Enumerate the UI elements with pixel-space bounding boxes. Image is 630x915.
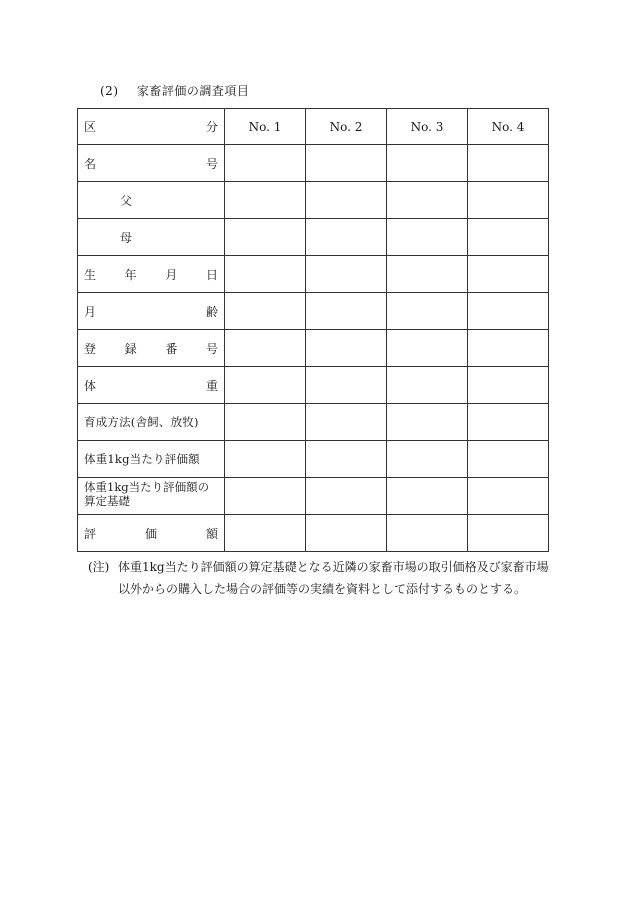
value-cell[interactable] (306, 330, 387, 367)
row-label-text: 体重1kg当たり評価額 (84, 452, 200, 466)
value-cell[interactable] (387, 478, 468, 515)
row-label-char: 号 (205, 156, 218, 171)
value-cell[interactable] (306, 145, 387, 182)
row-label-char: 番 (165, 341, 178, 356)
row-label-cell (78, 404, 225, 441)
row-label-cell (78, 330, 225, 367)
section-title: 家畜評価の調査項目 (136, 84, 250, 98)
row-label-char: 年 (124, 267, 137, 282)
value-cell[interactable] (387, 256, 468, 293)
value-cell[interactable] (468, 182, 549, 219)
value-cell[interactable] (225, 145, 306, 182)
value-cell[interactable] (306, 478, 387, 515)
value-cell[interactable] (468, 404, 549, 441)
value-cell[interactable] (468, 478, 549, 515)
value-cell[interactable] (468, 330, 549, 367)
value-cell[interactable] (387, 145, 468, 182)
value-cell[interactable] (468, 293, 549, 330)
value-cell[interactable] (387, 182, 468, 219)
value-cell[interactable] (306, 182, 387, 219)
header-label-char: 区 (84, 120, 97, 134)
row-label-cell (78, 145, 225, 182)
table-row-birthdate (78, 256, 549, 293)
value-cell[interactable] (306, 256, 387, 293)
footnote-body (118, 556, 558, 600)
value-cell[interactable] (468, 441, 549, 478)
row-label-cell (78, 182, 225, 219)
value-cell[interactable] (225, 330, 306, 367)
row-label-char: 号 (205, 341, 218, 356)
header-label-cell (78, 109, 225, 145)
value-cell[interactable] (225, 478, 306, 515)
value-cell[interactable] (468, 256, 549, 293)
column-header-no4: No. 4 (468, 109, 549, 145)
value-cell[interactable] (225, 404, 306, 441)
column-header-no1: No. 1 (225, 109, 306, 145)
row-label-char: 評 (84, 526, 97, 541)
row-label-cell (78, 515, 225, 552)
table-row-rearing (78, 404, 549, 441)
row-label-line: 体重1kg当たり評価額の (84, 480, 210, 494)
value-cell[interactable] (387, 404, 468, 441)
value-cell[interactable] (306, 219, 387, 256)
value-cell[interactable] (387, 441, 468, 478)
row-label-text: 父 (120, 193, 133, 208)
section-heading (100, 82, 249, 99)
value-cell[interactable] (306, 293, 387, 330)
row-label-char: 録 (124, 341, 137, 356)
footnote-line: 体重1kg当たり評価額の算定基礎となる近隣の家畜市場の取引価格及び家畜市場 (118, 560, 549, 574)
value-cell[interactable] (387, 330, 468, 367)
value-cell[interactable] (468, 367, 549, 404)
row-label-char: 月 (84, 304, 97, 319)
row-label-char: 月 (165, 267, 178, 282)
row-label-cell (78, 219, 225, 256)
table-header-row (78, 109, 549, 145)
value-cell[interactable] (225, 219, 306, 256)
row-label-char: 重 (205, 378, 218, 393)
value-cell[interactable] (387, 293, 468, 330)
livestock-evaluation-table (77, 108, 549, 552)
value-cell[interactable] (225, 293, 306, 330)
value-cell[interactable] (468, 219, 549, 256)
row-label-cell (78, 256, 225, 293)
row-label-char: 名 (84, 156, 97, 171)
header-label-char: 分 (205, 120, 218, 134)
table-row-valuation (78, 515, 549, 552)
column-header-no3: No. 3 (387, 109, 468, 145)
value-cell[interactable] (306, 367, 387, 404)
section-number: (2) (100, 84, 119, 98)
table-row-value-per-kg (78, 441, 549, 478)
value-cell[interactable] (225, 515, 306, 552)
value-cell[interactable] (225, 256, 306, 293)
row-label-char: 価 (144, 526, 157, 541)
table-row-father (78, 182, 549, 219)
row-label-text: 母 (120, 230, 133, 245)
value-cell[interactable] (468, 515, 549, 552)
row-label-char: 額 (205, 526, 218, 541)
row-label-cell (78, 478, 225, 515)
row-label-line: 算定基礎 (84, 494, 130, 508)
value-cell[interactable] (468, 145, 549, 182)
column-header-no2: No. 2 (306, 109, 387, 145)
table-row-weight (78, 367, 549, 404)
row-label-char: 日 (205, 267, 218, 282)
table-row-basis (78, 478, 549, 515)
table-row-registration (78, 330, 549, 367)
value-cell[interactable] (225, 367, 306, 404)
row-label-char: 体 (84, 378, 97, 393)
value-cell[interactable] (225, 182, 306, 219)
row-label-char: 登 (84, 341, 97, 356)
value-cell[interactable] (387, 515, 468, 552)
row-label-char: 齢 (205, 304, 218, 319)
value-cell[interactable] (387, 367, 468, 404)
row-label-cell (78, 441, 225, 478)
value-cell[interactable] (387, 219, 468, 256)
footnote-prefix: (注) (88, 560, 110, 574)
row-label-cell (78, 293, 225, 330)
table-row-mother (78, 219, 549, 256)
table-row-age (78, 293, 549, 330)
row-label-text: 育成方法(舎飼、放牧) (84, 415, 199, 429)
value-cell[interactable] (306, 441, 387, 478)
footnote (88, 556, 558, 600)
table-row-name (78, 145, 549, 182)
value-cell[interactable] (225, 441, 306, 478)
row-label-cell (78, 367, 225, 404)
value-cell[interactable] (306, 404, 387, 441)
footnote-line: 以外からの購入した場合の評価等の実績を資料として添付するものとする。 (118, 582, 527, 596)
value-cell[interactable] (306, 515, 387, 552)
row-label-char: 生 (84, 267, 97, 282)
